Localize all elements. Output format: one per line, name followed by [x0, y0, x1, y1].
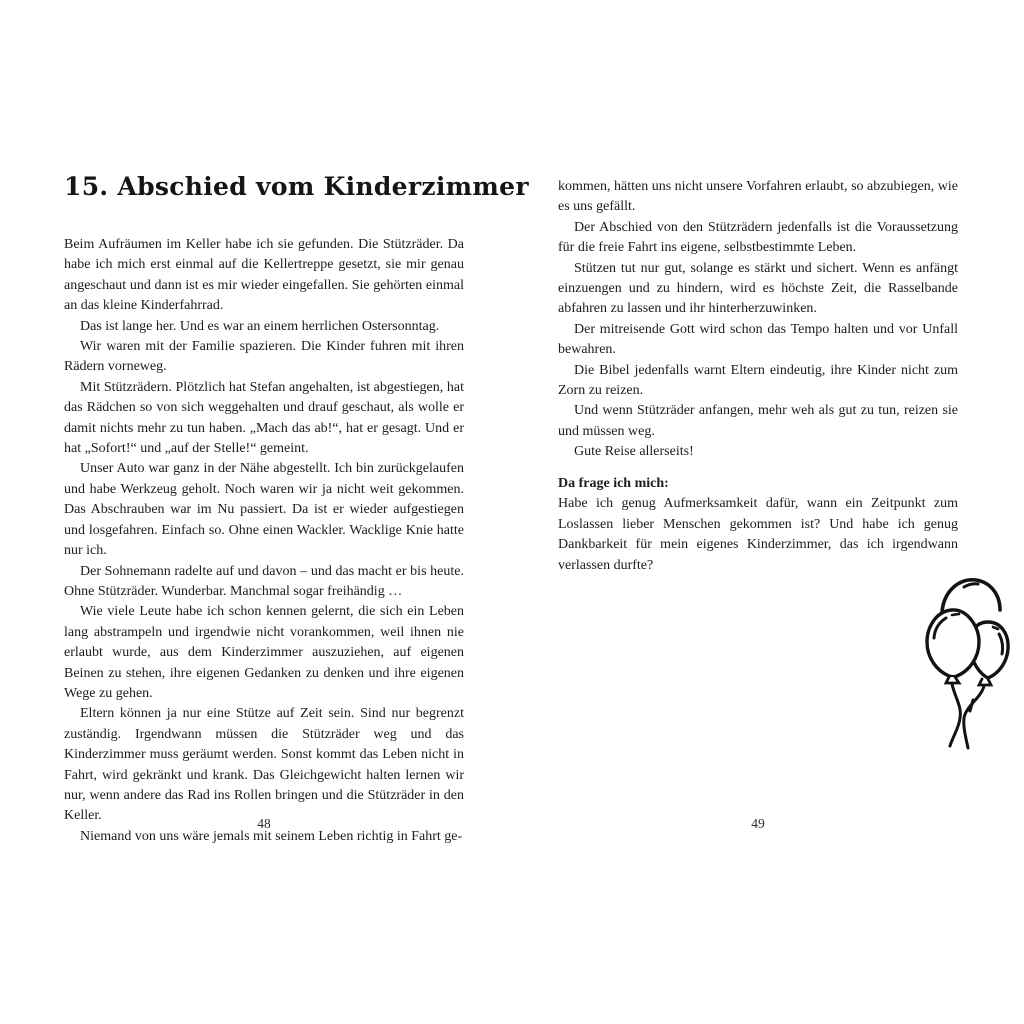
paragraph: Beim Aufräumen im Keller habe ich sie gefunden. Die Stützräder. Da habe ich mich erst einmal auf die Kellertreppe gesetzt, sie mir genau angeschaut und dann ist es mir wieder eingefallen. Sie gehörten einmal an das kleine Kinderfahrrad.	[64, 237, 464, 314]
paragraph: Wie viele Leute habe ich schon kennen gelernt, die sich ein Leben lang abstrampeln und irgendwie nicht vorankommen, weil ihnen nie erlaubt wurde, aus dem Kinderzimmer auszuziehen, auf eigenen Beinen zu stehen, ihre eigenen Gedanken zu denken und ihre eigenen Wege zu gehen.	[64, 604, 464, 701]
left-page-body	[64, 235, 464, 847]
paragraph: Unser Auto war ganz in der Nähe abgestellt. Ich bin zurückgelaufen und habe Werkzeug geholt. Noch waren wir ja nicht weit gekommen. Das Abschrauben war im Nu passiert. Da ist er wieder aufgestiegen und losgefahren. Einfach so. Ohne einen Wackler. Wacklige Knie hatte nur ich.	[64, 461, 464, 559]
question-heading: Da frage ich mich:	[558, 476, 669, 491]
right-page-body	[558, 177, 958, 463]
page-number-left: 48	[257, 816, 271, 831]
paragraph: Eltern können ja nur eine Stütze auf Zeit sein. Sind nur begrenzt zuständig. Irgendwann müssen die Stützräder weg und das Kinderzimmer muss geräumt werden. Sonst kommt das Leben nicht in Fahrt, wird gekränkt und krank. Das Gleichgewicht halten lernen wir nur, wenn andere das Rad ins Rollen bringen und die Stützräder in den Keller.	[64, 706, 464, 824]
page-number-right: 49	[751, 816, 765, 831]
balloons-icon	[920, 566, 1014, 752]
paragraph: Gute Reise allerseits!	[574, 444, 694, 460]
balloons-illustration	[920, 566, 1014, 752]
paragraph: Die Bibel jedenfalls warnt Eltern eindeutig, ihre Kinder nicht zum Zorn zu reizen.	[558, 362, 958, 399]
question-text: Habe ich genug Aufmerksamkeit dafür, wann ein Zeitpunkt zum Loslassen lieber Menschen gekommen ist? Und habe ich genug Dankbarkeit für mein eigenes Kinderzimmer, das ich irgendwann verlassen durfte?	[558, 496, 958, 573]
paragraph: Stützen tut nur gut, solange es stärkt und sichert. Wenn es anfängt einzuengen und zu hindern, wird es höchste Zeit, die Rasselbande abfahren zu lassen und ihr hinterherzuwinken.	[558, 260, 958, 317]
paragraph: Und wenn Stützräder anfangen, mehr weh als gut zu tun, reizen sie und müssen weg.	[558, 403, 958, 439]
question-block	[558, 474, 958, 576]
chapter-title: 15. Abschied vom Kinderzimmer	[64, 172, 529, 201]
paragraph: Niemand von uns wäre jemals mit seinem Leben richtig in Fahrt ge-	[80, 828, 463, 844]
page-left	[64, 0, 529, 1024]
paragraph: Das ist lange her. Und es war an einem herrlichen Ostersonntag.	[80, 318, 440, 334]
paragraph: Der Sohnemann radelte auf und davon – und das macht er bis heute. Ohne Stützräder. Wunderbar. Manchmal sogar freihändig …	[64, 563, 464, 599]
page-right	[558, 0, 958, 1024]
paragraph: Der Abschied von den Stützrädern jedenfalls ist die Voraussetzung für die freie Fahrt ins eigene, selbstbestimmte Leben.	[558, 219, 958, 256]
paragraph: Der mitreisende Gott wird schon das Tempo halten und vor Unfall bewahren.	[558, 321, 958, 358]
paragraph: Mit Stützrädern. Plötzlich hat Stefan angehalten, ist abgestiegen, hat das Rädchen so von sich weggehalten und drauf geschaut, als wolle er damit nichts mehr zu tun haben. „Mach das ab!“, hat er gesagt. Und er hat „Sofort!“ und „auf der Stelle!“ gemeint.	[64, 379, 464, 457]
paragraph: kommen, hätten uns nicht unsere Vorfahren erlaubt, so abzubiegen, wie es uns gefällt.	[558, 179, 958, 215]
paragraph: Wir waren mit der Familie spazieren. Die Kinder fuhren mit ihren Rädern vorneweg.	[64, 339, 464, 375]
